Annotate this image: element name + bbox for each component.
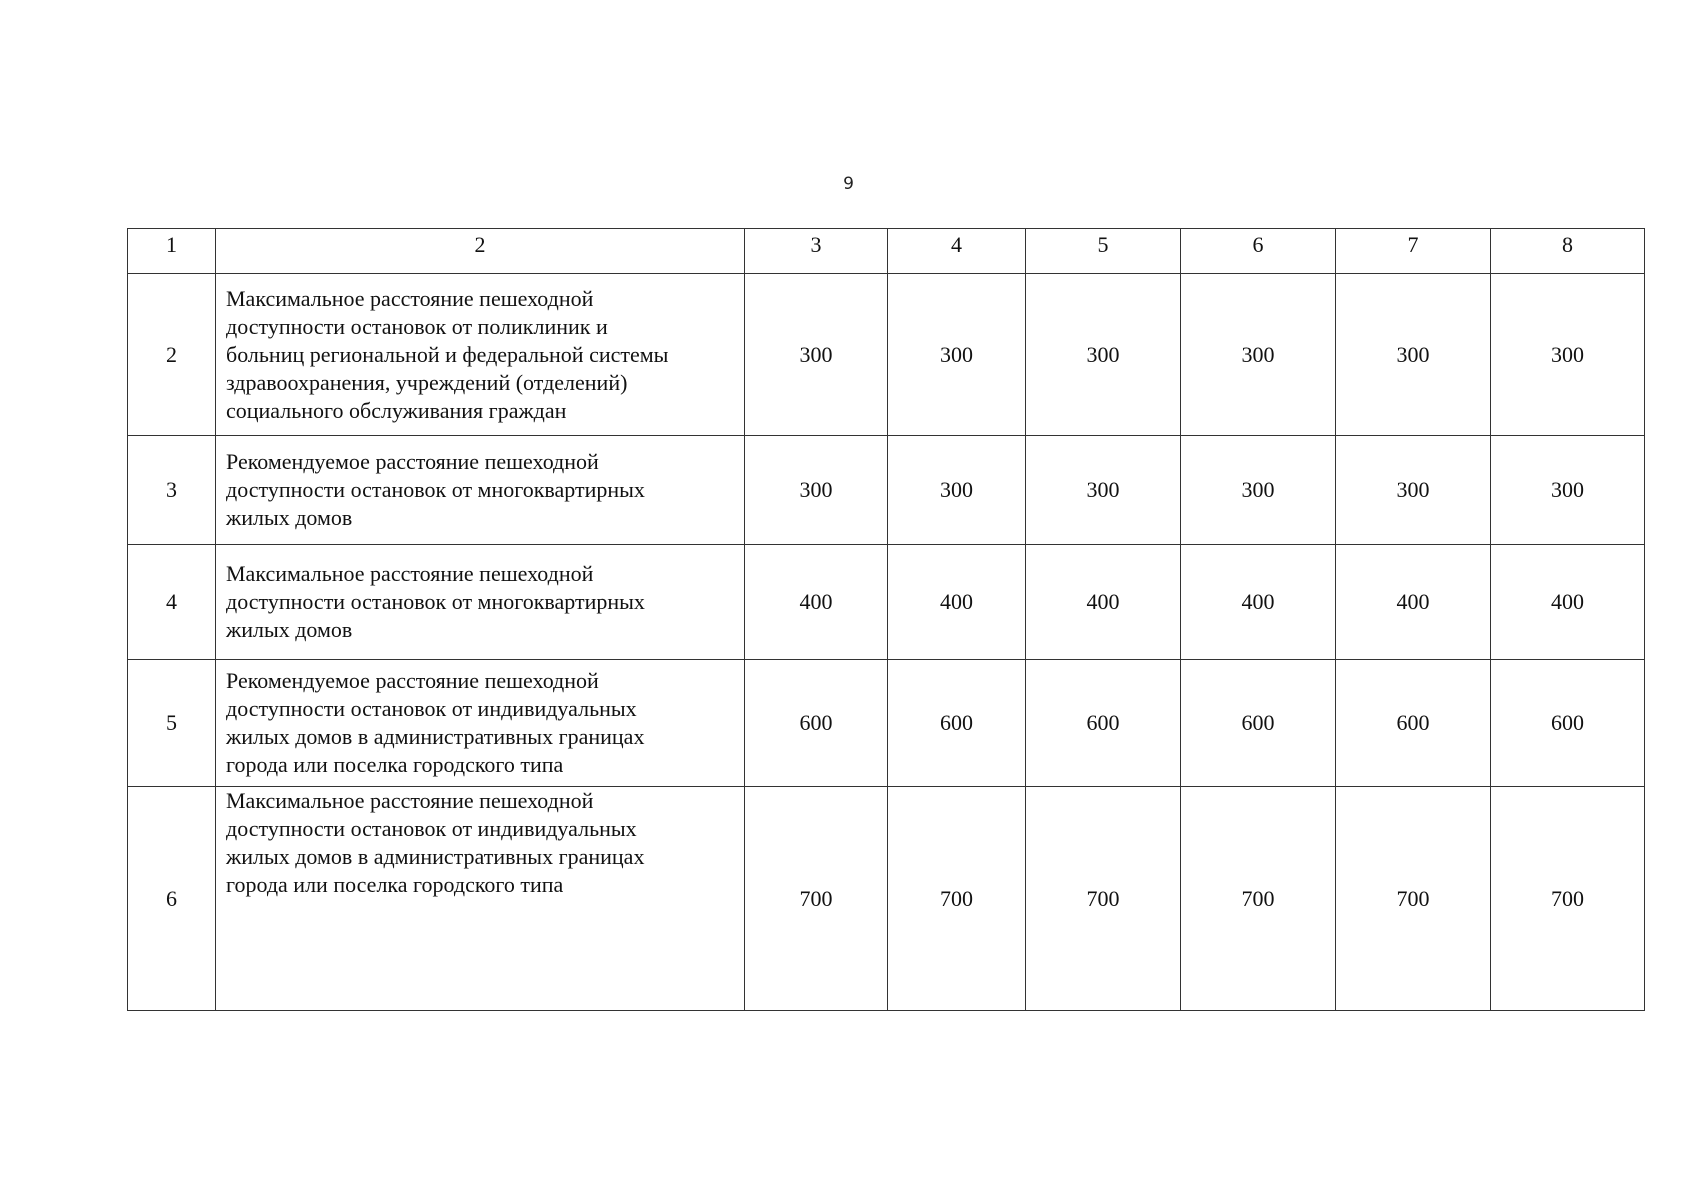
description-line: больниц региональной и федеральной системы (226, 341, 669, 367)
description-line: жилых домов (226, 505, 353, 530)
value-cell: 300 (1336, 274, 1491, 436)
header-cell: 3 (745, 229, 888, 274)
value-cell: 300 (745, 274, 888, 436)
table-row (128, 787, 1645, 1011)
norms-table (127, 228, 1645, 1011)
table-row (128, 274, 1645, 436)
row-description (216, 660, 745, 787)
header-cell: 7 (1336, 229, 1491, 274)
row-number: 4 (128, 545, 216, 660)
description-line: доступности остановок от многоквартирных (226, 477, 645, 502)
description-line: социального обслуживания граждан (226, 397, 567, 423)
description-line: жилых домов в административных границах (226, 844, 645, 869)
value-cell: 600 (745, 660, 888, 787)
row-number: 6 (128, 787, 216, 1011)
description-line: доступности остановок от индивидуальных (226, 696, 637, 721)
description-line: доступности остановок от многоквартирных (226, 589, 645, 614)
value-cell: 600 (888, 660, 1026, 787)
header-cell: 8 (1491, 229, 1645, 274)
description-line: Максимальное расстояние пешеходной (226, 285, 594, 311)
row-number: 2 (128, 274, 216, 436)
row-description (216, 436, 745, 545)
row-description (216, 274, 745, 436)
header-cell: 6 (1181, 229, 1336, 274)
header-cell: 1 (128, 229, 216, 274)
value-cell: 600 (1026, 660, 1181, 787)
value-cell: 700 (888, 787, 1026, 1011)
description-line: города или поселка городского типа (226, 752, 564, 777)
description-line: доступности остановок от поликлиник и (226, 313, 608, 339)
value-cell: 700 (1181, 787, 1336, 1011)
value-cell: 700 (745, 787, 888, 1011)
description-line: жилых домов (226, 617, 353, 642)
header-cell: 5 (1026, 229, 1181, 274)
table-row (128, 660, 1645, 787)
value-cell: 300 (888, 274, 1026, 436)
value-cell: 400 (1181, 545, 1336, 660)
value-cell: 400 (1336, 545, 1491, 660)
value-cell: 700 (1491, 787, 1645, 1011)
value-cell: 600 (1336, 660, 1491, 787)
table-header-row (128, 229, 1645, 274)
description-line: доступности остановок от индивидуальных (226, 816, 637, 841)
value-cell: 400 (745, 545, 888, 660)
value-cell: 300 (1026, 436, 1181, 545)
description-line: Максимальное расстояние пешеходной (226, 561, 594, 586)
header-cell: 2 (216, 229, 745, 274)
description-line: Максимальное расстояние пешеходной (226, 788, 594, 813)
table-row (128, 436, 1645, 545)
value-cell: 300 (1491, 274, 1645, 436)
value-cell: 600 (1491, 660, 1645, 787)
value-cell: 700 (1336, 787, 1491, 1011)
value-cell: 400 (888, 545, 1026, 660)
table-row (128, 545, 1645, 660)
page-number: 9 (843, 174, 854, 194)
value-cell: 600 (1181, 660, 1336, 787)
value-cell: 300 (1181, 436, 1336, 545)
value-cell: 300 (1181, 274, 1336, 436)
description-line: жилых домов в административных границах (226, 724, 645, 749)
value-cell: 700 (1026, 787, 1181, 1011)
row-number: 3 (128, 436, 216, 545)
description-line: города или поселка городского типа (226, 872, 564, 897)
row-number: 5 (128, 660, 216, 787)
value-cell: 300 (1336, 436, 1491, 545)
description-line: Рекомендуемое расстояние пешеходной (226, 668, 599, 693)
row-description (216, 545, 745, 660)
value-cell: 400 (1491, 545, 1645, 660)
row-description (216, 787, 745, 1011)
description-line: здравоохранения, учреждений (отделений) (226, 369, 628, 395)
value-cell: 300 (1026, 274, 1181, 436)
description-line: Рекомендуемое расстояние пешеходной (226, 449, 599, 474)
value-cell: 300 (888, 436, 1026, 545)
value-cell: 300 (1491, 436, 1645, 545)
value-cell: 400 (1026, 545, 1181, 660)
value-cell: 300 (745, 436, 888, 545)
header-cell: 4 (888, 229, 1026, 274)
